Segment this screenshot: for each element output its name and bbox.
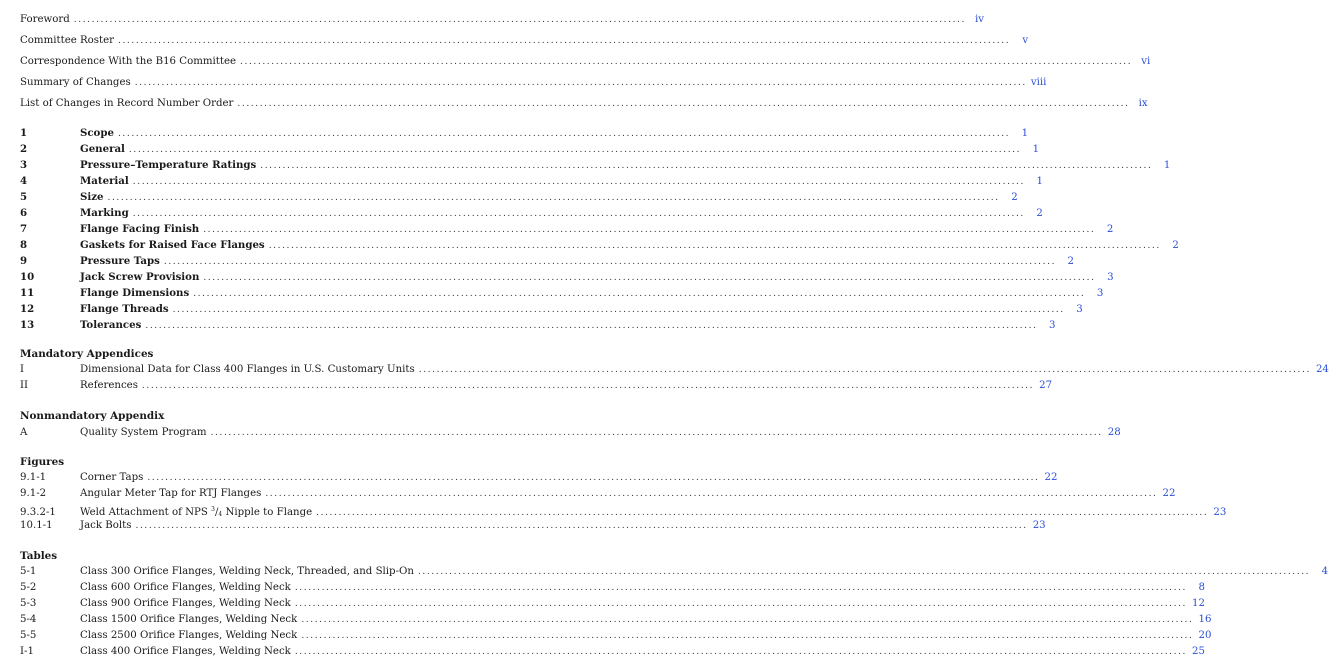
toc-section-11[interactable]: 11 Flange Dimensions ........................................................................................................................................................................................................ 3 <box>20 287 1104 299</box>
page-link[interactable]: viii <box>1030 77 1047 88</box>
toc-figure-9-3-2-1[interactable]: 9.3.2-1 Weld Attachment of NPS $^3/_4$ Nipple to Flange ........................................................................................................................................................................................................ 23 <box>20 503 570 517</box>
page-link[interactable]: 1 <box>1036 176 1043 187</box>
toc-section-1[interactable]: 1 Scope ........................................................................................................................................................................................................ 1 <box>20 127 1029 139</box>
page-link[interactable]: 23 <box>1032 520 1046 531</box>
toc-entry-summary-of-changes[interactable]: Summary of Changes ........................................................................................................................................................................................................ viii <box>20 77 1047 88</box>
toc-appendix-i[interactable]: I Dimensional Data for Class 400 Flanges in U.S. Customary Units ........................................................................................................................................................................................................ 24 <box>20 364 1329 375</box>
page-link[interactable]: 12 <box>1192 598 1205 609</box>
page-link[interactable]: ix <box>1138 98 1148 109</box>
page-link[interactable]: 2 <box>1172 240 1179 251</box>
page-link[interactable]: 28 <box>1107 427 1121 438</box>
dot-leader: ........................................................................................................................................................................................................ <box>73 15 966 25</box>
page-link[interactable]: 8 <box>1198 582 1205 593</box>
page-link[interactable]: 24 <box>1315 364 1329 375</box>
page-link[interactable]: 1 <box>1032 144 1040 155</box>
page-link[interactable]: vi <box>1141 56 1151 67</box>
toc-section-9[interactable]: 9 Pressure Taps ........................................................................................................................................................................................................ 2 <box>20 255 1075 267</box>
toc-entry-list-of-changes[interactable]: List of Changes in Record Number Order ........................................................................................................................................................................................................ ix <box>20 98 1148 109</box>
toc-section-2[interactable]: 2 General ........................................................................................................................................................................................................ 1 <box>20 143 1040 155</box>
dot-leader: ........................................................................................................................................................................................................ <box>203 273 1096 283</box>
dot-leader: ........................................................................................................................................................................................................ <box>132 177 1025 187</box>
tables-heading: Tables <box>20 550 58 562</box>
dot-leader: ........................................................................................................................................................................................................ <box>265 489 1158 499</box>
figures-heading: Figures <box>20 456 65 468</box>
toc-table-5-2[interactable]: 5-2 Class 600 Orifice Flanges, Welding Neck ........................................................................................................................................................................................................ 8 <box>20 582 1205 593</box>
dot-leader: ........................................................................................................................................................................................................ <box>210 428 1103 438</box>
page-link[interactable]: 3 <box>1076 304 1083 315</box>
dot-leader: ........................................................................................................................................................................................................ <box>118 36 1011 46</box>
dot-leader: ........................................................................................................................................................................................................ <box>135 521 1028 531</box>
toc-table-i-1[interactable]: I-1 Class 400 Orifice Flanges, Welding Neck ........................................................................................................................................................................................................ 25 <box>20 646 1205 657</box>
dot-leader: ........................................................................................................................................................................................................ <box>301 631 1194 641</box>
page-link[interactable]: 22 <box>1162 488 1176 499</box>
toc-entry-correspondence[interactable]: Correspondence With the B16 Committee ........................................................................................................................................................................................................ vi <box>20 56 1151 67</box>
dot-leader: ........................................................................................................................................................................................................ <box>145 321 1038 331</box>
dot-leader: ........................................................................................................................................................................................................ <box>163 257 1057 267</box>
page-link[interactable]: 27 <box>1039 380 1053 391</box>
toc-figure-9-1-2[interactable]: 9.1-2 Angular Meter Tap for RTJ Flanges ........................................................................................................................................................................................................ 22 <box>20 488 1176 499</box>
page-link[interactable]: 22 <box>1044 472 1058 483</box>
dot-leader: ........................................................................................................................................................................................................ <box>316 508 1209 518</box>
page-link[interactable]: 3 <box>1096 288 1104 299</box>
dot-leader: ........................................................................................................................................................................................................ <box>418 365 1311 375</box>
page-link[interactable]: 1 <box>1021 128 1029 139</box>
dot-leader: ........................................................................................................................................................................................................ <box>172 305 1065 315</box>
page-link[interactable]: 3 <box>1107 272 1114 283</box>
toc-entry-foreword[interactable]: Foreword ........................................................................................................................................................................................................ iv <box>20 14 984 25</box>
toc-table-5-5[interactable]: 5-5 Class 2500 Orifice Flanges, Welding Neck ........................................................................................................................................................................................................ 20 <box>20 630 1212 641</box>
dot-leader: ........................................................................................................................................................................................................ <box>117 129 1011 139</box>
page-link[interactable]: 25 <box>1192 646 1205 657</box>
toc-appendix-ii[interactable]: II References ........................................................................................................................................................................................................ 27 <box>20 380 1053 391</box>
page-link[interactable]: 2 <box>1106 224 1114 235</box>
dot-leader: ........................................................................................................................................................................................................ <box>107 193 1000 203</box>
toc-section-6[interactable]: 6 Marking ........................................................................................................................................................................................................ 2 <box>20 207 1043 219</box>
toc-figure-9-1-1[interactable]: 9.1-1 Corner Taps ........................................................................................................................................................................................................ 22 <box>20 472 1058 483</box>
dot-leader: ........................................................................................................................................................................................................ <box>237 99 1130 109</box>
page-link[interactable]: 4 <box>1321 566 1329 577</box>
page-link[interactable]: 23 <box>1213 507 1227 518</box>
dot-leader: ........................................................................................................................................................................................................ <box>417 567 1311 577</box>
toc-section-3[interactable]: 3 Pressure–Temperature Ratings ........................................................................................................................................................................................................ 1 <box>20 159 1171 171</box>
toc-table-5-4[interactable]: 5-4 Class 1500 Orifice Flanges, Welding Neck ........................................................................................................................................................................................................ 16 <box>20 614 1212 625</box>
dot-leader: ........................................................................................................................................................................................................ <box>128 145 1022 155</box>
page-link[interactable]: 2 <box>1036 208 1043 219</box>
mandatory-appendices-heading: Mandatory Appendices <box>20 348 154 360</box>
page-link[interactable]: 2 <box>1011 192 1018 203</box>
dot-leader: ........................................................................................................................................................................................................ <box>193 289 1086 299</box>
dot-leader: ........................................................................................................................................................................................................ <box>240 57 1133 67</box>
page-link[interactable]: 3 <box>1049 320 1056 331</box>
page-link[interactable]: 1 <box>1163 160 1171 171</box>
dot-leader: ........................................................................................................................................................................................................ <box>132 209 1025 219</box>
toc-section-13[interactable]: 13 Tolerances ........................................................................................................................................................................................................ 3 <box>20 319 1056 331</box>
toc-table-5-3[interactable]: 5-3 Class 900 Orifice Flanges, Welding Neck ........................................................................................................................................................................................................ 12 <box>20 598 1205 609</box>
toc-section-8[interactable]: 8 Gaskets for Raised Face Flanges ........................................................................................................................................................................................................ 2 <box>20 239 1179 251</box>
toc-figure-10-1-1[interactable]: 10.1-1 Jack Bolts ........................................................................................................................................................................................................ 23 <box>20 520 1046 531</box>
dot-leader: ........................................................................................................................................................................................................ <box>141 381 1035 391</box>
toc-entry-committee-roster[interactable]: Committee Roster ........................................................................................................................................................................................................ v <box>20 35 1029 46</box>
page-link[interactable]: 2 <box>1067 256 1075 267</box>
toc-section-7[interactable]: 7 Flange Facing Finish ........................................................................................................................................................................................................ 2 <box>20 223 1114 235</box>
toc-section-12[interactable]: 12 Flange Threads ........................................................................................................................................................................................................ 3 <box>20 303 1083 315</box>
dot-leader: ........................................................................................................................................................................................................ <box>294 583 1187 593</box>
page-link[interactable]: iv <box>974 14 984 25</box>
dot-leader: ........................................................................................................................................................................................................ <box>134 78 1027 88</box>
dot-leader: ........................................................................................................................................................................................................ <box>294 599 1187 609</box>
dot-leader: ........................................................................................................................................................................................................ <box>147 473 1040 483</box>
toc-section-10[interactable]: 10 Jack Screw Provision ........................................................................................................................................................................................................ 3 <box>20 271 1114 283</box>
toc-section-4[interactable]: 4 Material ........................................................................................................................................................................................................ 1 <box>20 175 1043 187</box>
figure-title: Weld Attachment of NPS $^3/_4$ Nipple to Flange <box>80 506 313 518</box>
toc-table-5-1[interactable]: 5-1 Class 300 Orifice Flanges, Welding Neck, Threaded, and Slip-On ........................................................................................................................................................................................................ 4 <box>20 566 1329 577</box>
toc-section-5[interactable]: 5 Size ........................................................................................................................................................................................................ 2 <box>20 191 1018 203</box>
dot-leader: ........................................................................................................................................................................................................ <box>203 225 1096 235</box>
page-link[interactable]: 20 <box>1198 630 1212 641</box>
dot-leader: ........................................................................................................................................................................................................ <box>268 241 1161 251</box>
page-link[interactable]: 16 <box>1198 614 1212 625</box>
dot-leader: ........................................................................................................................................................................................................ <box>301 615 1194 625</box>
dot-leader: ........................................................................................................................................................................................................ <box>260 161 1153 171</box>
dot-leader: ........................................................................................................................................................................................................ <box>294 647 1187 657</box>
nonmandatory-appendix-heading: Nonmandatory Appendix <box>20 410 165 422</box>
page-link[interactable]: v <box>1022 35 1029 46</box>
toc-appendix-a[interactable]: A Quality System Program ........................................................................................................................................................................................................ 28 <box>20 427 1121 438</box>
